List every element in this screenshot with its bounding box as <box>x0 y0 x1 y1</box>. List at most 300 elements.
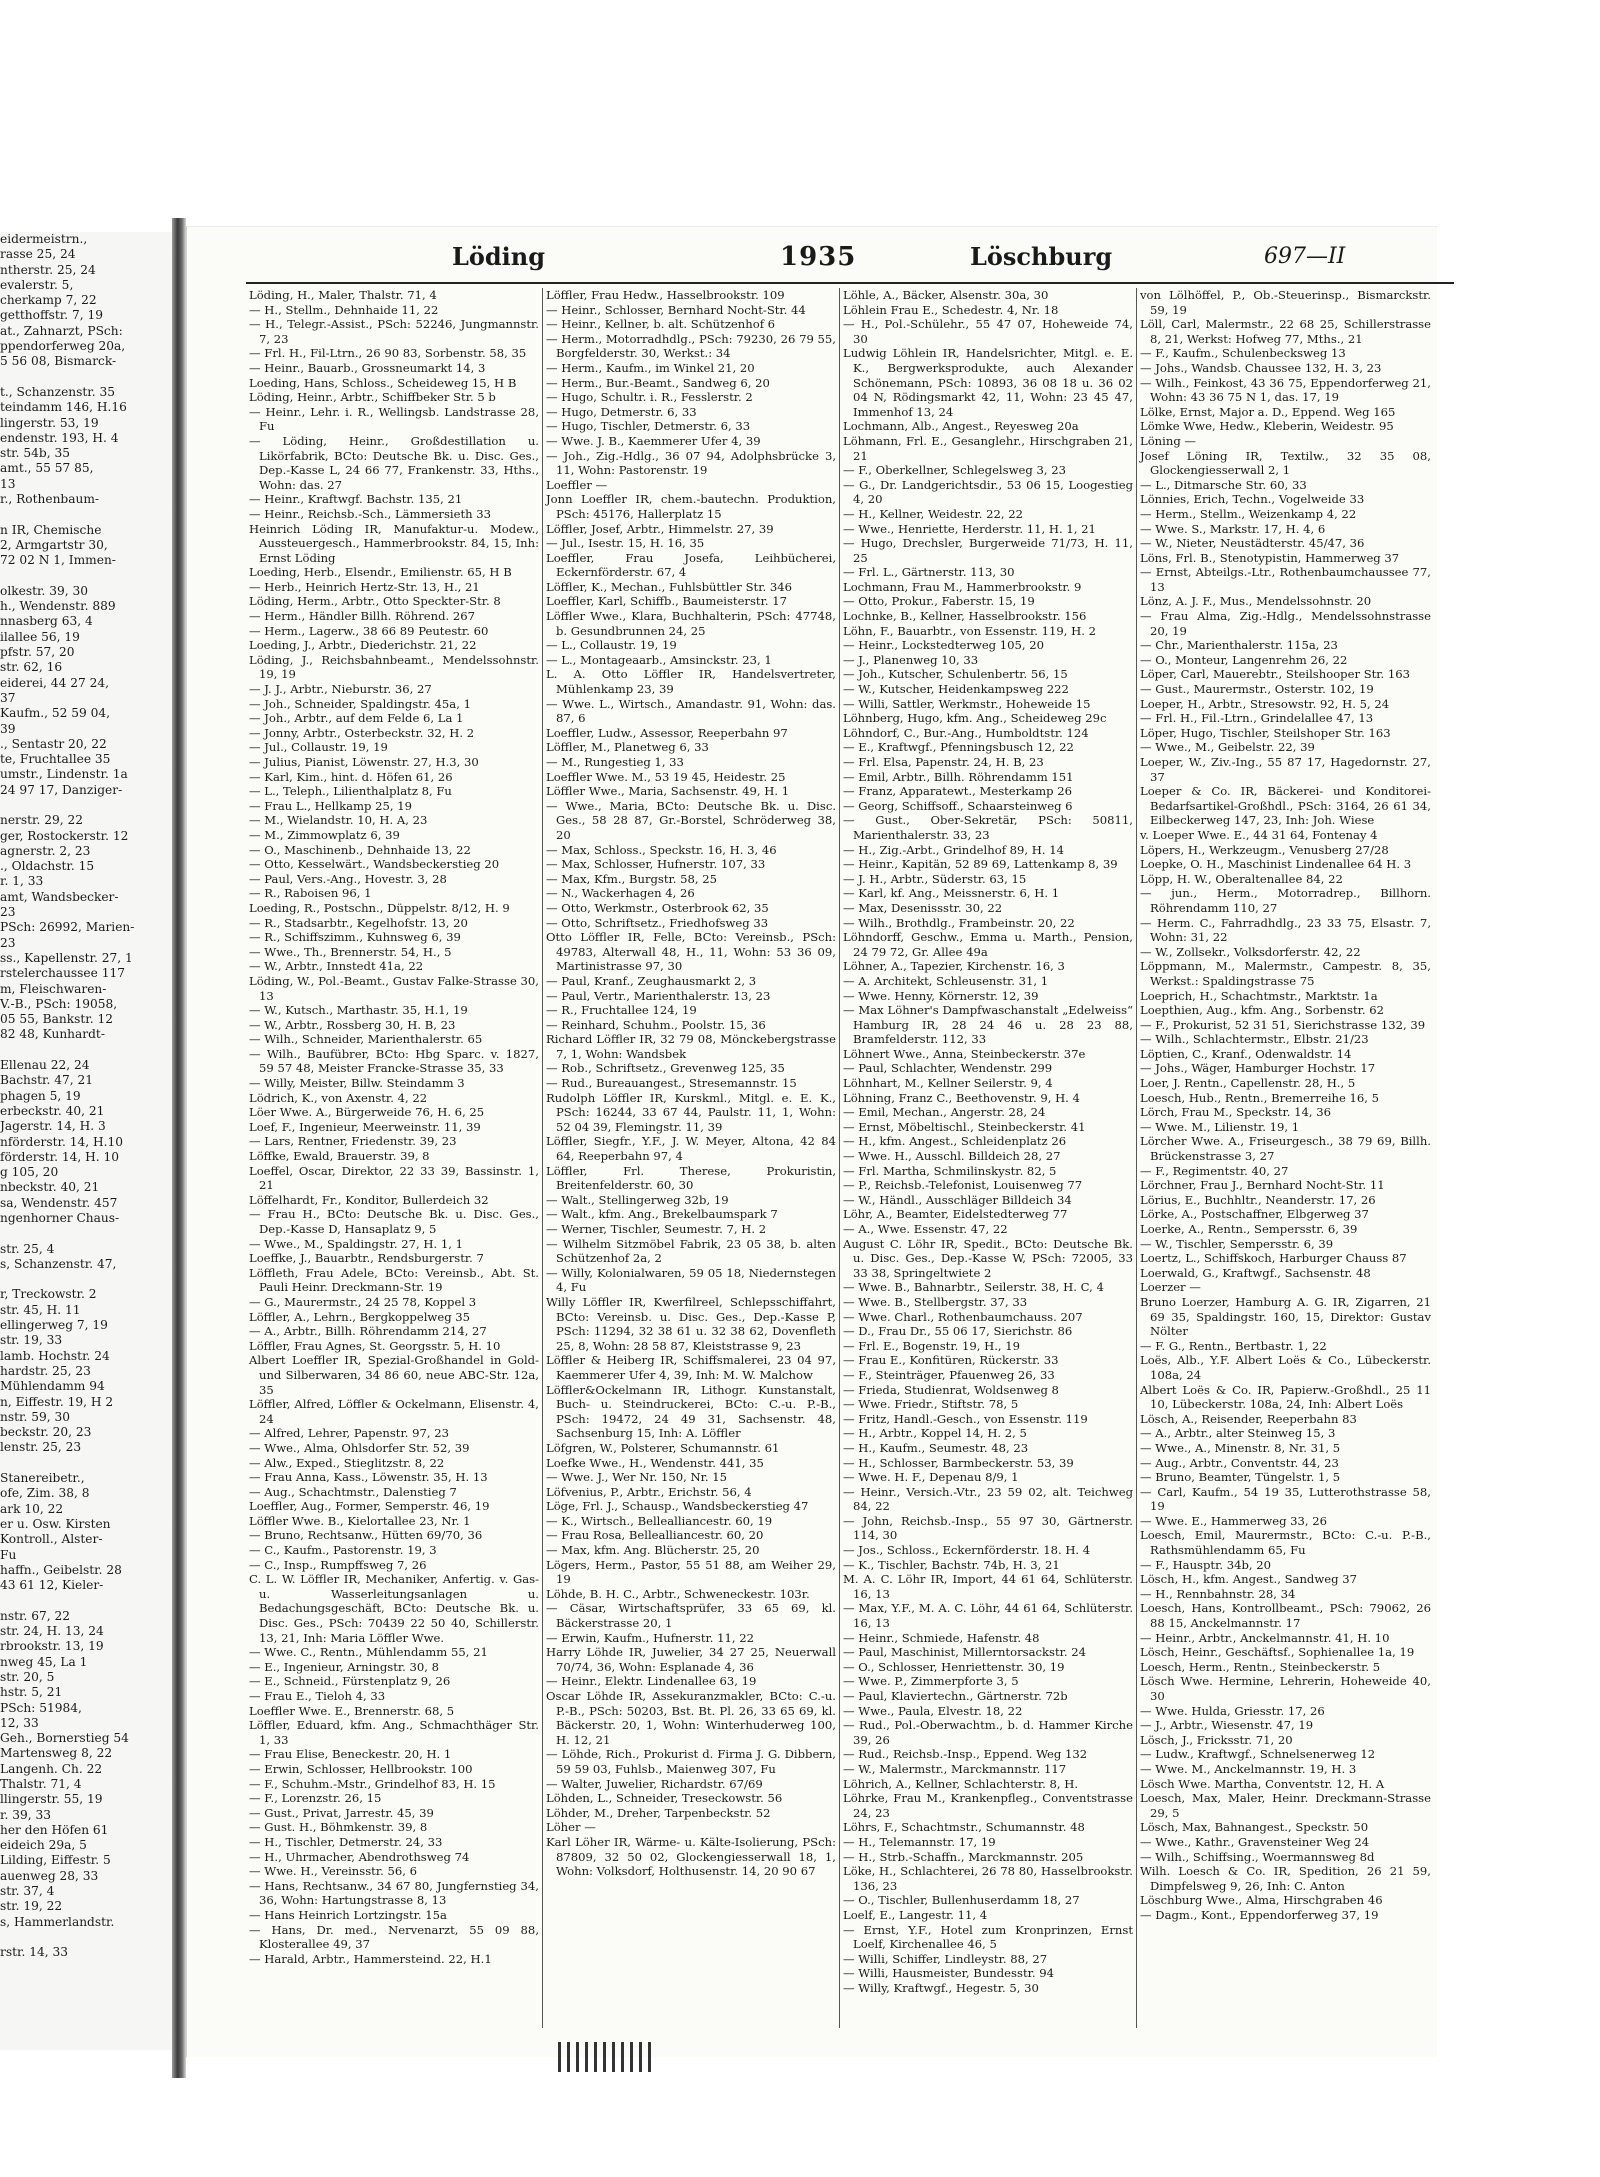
directory-entry: Löhner, A., Tapezier, Kirchenstr. 16, 3 <box>843 959 1065 974</box>
directory-entry: — Heinr., Arbtr., Anckelmannstr. 41, H. 10 <box>1140 1630 1390 1645</box>
directory-entry: Lögers, Herm., Pastor, 55 51 88, am Weiher 29, 19 <box>546 1557 836 1587</box>
directory-entry: — Wwe. H., Vereinsstr. 56, 6 <box>249 1864 417 1879</box>
directory-entry: — Wwe., Paula, Elvestr. 18, 22 <box>843 1703 1023 1718</box>
prev-page-line <box>0 446 172 461</box>
directory-entry: Lörcher Wwe. A., Friseurgesch., 38 79 69, Billh. Brückenstrasse 3, 27 <box>1140 1134 1431 1164</box>
directory-entry: — Ernst, Abteilgs.-Ltr., Rothenbaumchaussee 77, 13 <box>1140 565 1431 594</box>
prev-page-line-text: ss., Kapellenstr. 27, 1 <box>0 950 133 965</box>
directory-entry: Loës, Alb., Y.F. Albert Loës & Co., Lübeckerstr. 108a, 24 <box>1140 1353 1431 1382</box>
directory-entry: — M., Wielandstr. 10, H. A, 23 <box>249 813 428 828</box>
prev-page-line-text: str. 25, 4 <box>0 1241 55 1256</box>
directory-entry: — Hugo, Drechsler, Burgerweide 71/73, H. 11, 25 <box>843 536 1133 565</box>
prev-page-line-text: eidermeistrn., <box>0 232 88 246</box>
directory-entry: Loefke Wwe., H., Wendenstr. 441, 35 <box>546 1455 764 1470</box>
prev-page-line-text: cherkamp 7, 22 <box>0 293 97 308</box>
directory-entry: — Erwin, Kaufm., Hufnerstr. 11, 22 <box>546 1630 754 1645</box>
prev-page-line <box>0 1471 172 1486</box>
directory-entry: L. A. Otto Löffler IR, Handelsvertreter, Mühlenkamp 23, 39 <box>546 667 836 697</box>
directory-entry: — Heinr., Versich.-Vtr., 23 59 02, alt. Teichweg 84, 22 <box>843 1484 1133 1514</box>
prev-page-line <box>0 1333 172 1348</box>
directory-entry: — H., Stellm., Dehnhaide 11, 22 <box>249 302 439 317</box>
directory-entry: — A., Arbtr., alter Steinweg 15, 3 <box>1140 1426 1336 1441</box>
directory-entry: — Julius, Pianist, Löwenstr. 27, H.3, 30 <box>249 755 479 769</box>
prev-page-line-text: 23 <box>0 935 16 950</box>
prev-page-line <box>0 982 172 997</box>
prev-page-line <box>0 385 172 400</box>
directory-entry: — Wilhelm Sitzmöbel Fabrik, 23 05 38, b. alten Schützenhof 2a, 2 <box>546 1236 836 1266</box>
directory-entry: — J. H., Arbtr., Süderstr. 63, 15 <box>843 871 1027 886</box>
directory-entry: — Carl, Kaufm., 54 19 35, Lutterothstrasse 58, 19 <box>1140 1484 1431 1514</box>
prev-page-line-text <box>0 1593 4 1607</box>
header-rule <box>246 282 1454 284</box>
directory-entry: — P., Reichsb.-Telefonist, Louisenweg 77 <box>843 1178 1083 1193</box>
directory-entry: — Frl. L., Gärtnerstr. 113, 30 <box>843 565 1015 580</box>
directory-entry: Loepke, O. H., Maschinist Lindenallee 64 H. 3 <box>1140 857 1412 872</box>
directory-entry: — Herm., Bur.-Beamt., Sandweg 6, 20 <box>546 375 770 390</box>
directory-entry: — A., Wwe. Essenstr. 47, 22 <box>843 1222 1008 1236</box>
directory-entry: — F., Schuhm.-Mstr., Grindelhof 83, H. 15 <box>249 1776 496 1791</box>
directory-entry: — Rob., Schriftsetz., Grevenweg 125, 35 <box>546 1061 785 1076</box>
directory-entry: — Frl. Martha, Schmilinskystr. 82, 5 <box>843 1163 1057 1178</box>
directory-entry: — L., Ditmarsche Str. 60, 33 <box>1140 477 1307 492</box>
prev-page-line <box>0 1318 172 1333</box>
directory-entry: — Frl. Elsa, Papenstr. 24, H. B, 23 <box>843 755 1044 769</box>
prev-page-line-text: ntherstr. 25, 24 <box>0 262 96 277</box>
prev-page-line <box>0 1058 172 1073</box>
directory-entry: Loeprich, H., Schachtmstr., Marktstr. 1a <box>1140 988 1378 1003</box>
prev-page-line <box>0 232 172 247</box>
directory-entry: Löding, W., Pol.-Beamt., Gustav Falke-Strasse 30, 13 <box>249 973 539 1003</box>
directory-entry: — H., Kellner, Weidestr. 22, 22 <box>843 506 1023 521</box>
prev-page-line <box>0 752 172 767</box>
directory-entry: — Erwin, Schlosser, Hellbrookstr. 100 <box>249 1761 473 1776</box>
prev-page-line <box>0 905 172 920</box>
directory-entry: — J. J., Arbtr., Nieburstr. 36, 27 <box>249 682 432 697</box>
prev-page-line-text: nnasberg 63, 4 <box>0 614 93 629</box>
prev-page-line <box>0 660 172 675</box>
directory-entry: von Lölhöffel, P., Ob.-Steuerinsp., Bismarckstr. 59, 19 <box>1140 288 1431 317</box>
directory-entry: — W., Händl., Ausschläger Billdeich 34 <box>843 1192 1072 1207</box>
directory-entry: — Wilh., Brothdlg., Frambeinstr. 20, 22 <box>843 915 1075 930</box>
directory-entry: — Löding, Heinr., Großdestillation u. Likörfabrik, BCto: Deutsche Bk. u. Disc. Ges., Dep.-Kasse L, 24 66 77, Frankenstr. 33, Hths., Wohn: das. 27 <box>249 433 539 492</box>
directory-entry: Löding, J., Reichsbahnbeamt., Mendelssohnstr. 19, 19 <box>249 652 539 682</box>
prev-page-line <box>0 874 172 889</box>
directory-entry: Löffleth, Frau Adele, BCto: Vereinsb., Abt. St. Pauli Heinr. Dreckmann-Str. 19 <box>249 1265 539 1295</box>
directory-entry: Karl Löher IR, Wärme- u. Kälte-Isolierung, PSch: 87809, 32 50 02, Glockengiesserwall 18, 1, Wohn: Volksdorf, Holthusenstr. 14, 20 90 67 <box>546 1834 836 1879</box>
directory-entry: — R., Raboisen 96, 1 <box>249 886 372 901</box>
prev-page-line-text: 37 <box>0 690 16 705</box>
prev-page-line-text: rasse 25, 24 <box>0 247 76 262</box>
directory-entry: — C., Insp., Rumpffsweg 7, 26 <box>249 1557 427 1572</box>
directory-entry: — jun., Herm., Motorradrep., Billhorn. Röhrendamm 110, 27 <box>1140 886 1431 915</box>
directory-entry: Loeffler, Karl, Schiffb., Baumeisterstr. 17 <box>546 594 787 609</box>
prev-page-line <box>0 1792 172 1807</box>
directory-entry: Löffler & Heiberg IR, Schiffsmalerei, 23 04 97, Kaemmerer Ufer 4, 39, Inh: M. W. Malchow <box>546 1353 836 1382</box>
directory-entry: — Wwe. H., Ausschl. Billdeich 28, 27 <box>843 1149 1061 1164</box>
prev-page-line <box>0 1242 172 1257</box>
prev-page-line <box>0 1012 172 1027</box>
header-first-name: Löding <box>452 242 546 271</box>
prev-page-line-text: getthoffstr. 7, 19 <box>0 308 104 323</box>
directory-entry: — K., Wirtsch., Bellealliancestr. 60, 19 <box>546 1513 773 1528</box>
directory-entry: Lösch Wwe. Hermine, Lehrerin, Hoheweide 40, 30 <box>1140 1674 1431 1703</box>
directory-entry: Loeper, W., Ziv.-Ing., 55 87 17, Hagedornstr. 27, 37 <box>1140 755 1431 784</box>
directory-entry: Lörius, E., Buchhltr., Neanderstr. 17, 26 <box>1140 1192 1376 1207</box>
directory-entry: — Heinr., Kapitän, 52 89 69, Lattenkamp 8, 39 <box>843 857 1118 872</box>
directory-entry: Loeffler, Ludw., Assessor, Reeperbahn 97 <box>546 725 788 740</box>
directory-entry: — Jonny, Arbtr., Osterbeckstr. 32, H. 2 <box>249 725 475 740</box>
prev-page-line <box>0 1089 172 1104</box>
prev-page-line-text <box>0 569 4 583</box>
prev-page-line <box>0 247 172 262</box>
directory-entry: Lösch Wwe. Martha, Conventstr. 12, H. A <box>1140 1776 1385 1791</box>
directory-entry: Löffler, A., Lehrn., Bergkoppelweg 35 <box>249 1309 471 1324</box>
prev-page-line-text: n IR, Chemische <box>0 522 102 537</box>
directory-entry: Löffler, Eduard, kfm. Ang., Schmachthäger Str. 1, 33 <box>249 1718 539 1747</box>
prev-page-line-text: hstr. 5, 21 <box>0 1685 63 1700</box>
directory-entry: — Wwe. Friedr., Stiftstr. 78, 5 <box>843 1397 1019 1412</box>
prev-page-line-text: er u. Osw. Kirsten <box>0 1516 111 1531</box>
directory-entry: Loertz, L., Schiffskoch, Harburger Chauss 87 <box>1140 1251 1407 1266</box>
directory-entry: — Hans Heinrich Lortzingstr. 15a <box>249 1907 447 1922</box>
prev-page-line-text: Stanereibetr., <box>0 1471 85 1486</box>
directory-entry: — Wwe. J. B., Kaemmerer Ufer 4, 39 <box>546 433 761 448</box>
prev-page-line <box>0 936 172 951</box>
directory-entry: Harry Löhde IR, Juwelier, 34 27 25, Neuerwall 70/74, 36, Wohn: Esplanade 4, 36 <box>546 1645 836 1674</box>
prev-page-line <box>0 584 172 599</box>
prev-page-line <box>0 431 172 446</box>
prev-page-line-text: ofe, Zim. 38, 8 <box>0 1486 90 1501</box>
directory-entry: August C. Löhr IR, Spedit., BCto: Deutsche Bk. u. Disc. Ges., Dep.-Kasse W, PSch: 72005, 33 33 38, Springeltwiete 2 <box>843 1236 1133 1280</box>
prev-page-line-text: Geh., Bornerstieg 54 <box>0 1731 129 1746</box>
directory-entry: Löffler, Frau Hedw., Hasselbrookstr. 109 <box>546 288 785 302</box>
directory-entry: — Paul, Vertr., Marienthalerstr. 13, 23 <box>546 988 771 1003</box>
prev-page-line-text: ppendorferweg 20a, <box>0 339 126 354</box>
directory-entry: — Emil, Arbtr., Billh. Röhrendamm 151 <box>843 769 1074 784</box>
directory-entry: — F., Regimentstr. 40, 27 <box>1140 1163 1289 1178</box>
directory-entry: — Herm., Stellm., Weizenkamp 4, 22 <box>1140 506 1357 521</box>
directory-entry: — H., Telegr.-Assist., PSch: 52246, Jungmannstr. 7, 23 <box>249 317 539 346</box>
directory-entry: — Max Löhner's Dampfwaschanstalt „Edelweiss“ Hamburg IR, 28 24 46 u. 28 23 88, Bramfelderstr. 112, 33 <box>843 1003 1133 1047</box>
prev-page-line <box>0 1073 172 1088</box>
directory-entry: — Herm., Kaufm., im Winkel 21, 20 <box>546 360 755 375</box>
directory-entry: Löhr, A., Beamter, Eidelstedterweg 77 <box>843 1207 1068 1222</box>
directory-entry: — Hans, Rechtsanw., 34 67 80, Jungfernstieg 34, 36, Wohn: Hartungstrasse 8, 13 <box>249 1878 539 1908</box>
prev-page-line-text: ger, Rostockerstr. 12 <box>0 828 129 843</box>
directory-entry: — H., Kaufm., Seumestr. 48, 23 <box>843 1440 1029 1455</box>
directory-entry: Löffler Wwe., Klara, Buchhalterin, PSch: 47748, b. Gesundbrunnen 24, 25 <box>546 609 836 638</box>
directory-entry: — O., Schlosser, Henriettenstr. 30, 19 <box>843 1659 1065 1674</box>
directory-entry: Lömke Wwe, Hedw., Kleberin, Weidestr. 95 <box>1140 419 1394 434</box>
prev-page-line <box>0 569 172 584</box>
directory-entry: — Wwe., Henriette, Herderstr. 11, H. 1, 21 <box>843 521 1096 536</box>
directory-entry: — Wwe., Alma, Ohlsdorfer Str. 52, 39 <box>249 1440 470 1455</box>
prev-page-line-text: str. 37, 4 <box>0 1884 55 1899</box>
directory-entry: Loerwald, G., Kraftwgf., Sachsenstr. 48 <box>1140 1265 1371 1280</box>
prev-page-line-text: str. 45, H. 11 <box>0 1302 81 1317</box>
prev-page-line-text: ellingerweg 7, 19 <box>0 1318 108 1333</box>
directory-entry: Löer Wwe. A., Bürgerweide 76, H. 6, 25 <box>249 1105 485 1120</box>
directory-entry: Löke, H., Schlachterei, 26 78 80, Hasselbrookstr. 136, 23 <box>843 1864 1133 1893</box>
directory-entry: Löschburg Wwe., Alma, Hirschgraben 46 <box>1140 1893 1383 1908</box>
directory-entry: v. Loeper Wwe. E., 44 31 64, Fontenay 4 <box>1140 827 1378 842</box>
prev-page-line-text: lamb. Hochstr. 24 <box>0 1348 110 1363</box>
directory-entry: — A., Arbtr., Billh. Röhrendamm 214, 27 <box>249 1324 487 1339</box>
directory-entry: Löper, Hugo, Tischler, Steilshoper Str. 163 <box>1140 725 1391 740</box>
directory-entry: — Gust., Ober-Sekretär, PSch: 50811, Marienthalerstr. 33, 23 <box>843 813 1133 842</box>
directory-entry: Loeding, R., Postschn., Düppelstr. 8/12, H. 9 <box>249 900 510 915</box>
prev-page-line <box>0 1486 172 1501</box>
directory-entry: — Aug., Arbtr., Conventstr. 44, 23 <box>1140 1455 1339 1470</box>
directory-entry: — Herm., Lagerw., 38 66 89 Peutestr. 60 <box>249 623 489 638</box>
directory-entry: — Joh., Schneider, Spaldingstr. 45a, 1 <box>249 696 471 711</box>
directory-entry: — Wwe. L., Wirtsch., Amandastr. 91, Wohn: das. 87, 6 <box>546 696 836 726</box>
directory-entry: — Herm. C., Fahrradhdlg., 23 33 75, Elsastr. 7, Wohn: 31, 22 <box>1140 915 1431 945</box>
directory-entry: — Otto, Werkmstr., Osterbrook 62, 35 <box>546 900 769 915</box>
directory-entry: Loer, J. Rentn., Capellenstr. 28, H., 5 <box>1140 1076 1356 1091</box>
directory-entry: — Heinr., Reichsb.-Sch., Lämmersieth 33 <box>249 506 492 521</box>
prev-page-line-text: amt., 55 57 85, <box>0 461 94 476</box>
directory-entry: — D., Frau Dr., 55 06 17, Sierichstr. 86 <box>843 1324 1073 1339</box>
directory-entry: — L., Teleph., Lilienthalplatz 8, Fu <box>249 784 452 799</box>
prev-page-line <box>0 370 172 385</box>
prev-page-line <box>0 1762 172 1777</box>
prev-page-line-text: ark 10, 22 <box>0 1501 64 1516</box>
directory-entry: — Wwe., Th., Brennerstr. 54, H., 5 <box>249 944 452 959</box>
directory-entry: — Wwe. E., Hammerweg 33, 26 <box>1140 1513 1328 1528</box>
directory-entry: — John, Reichsb.-Insp., 55 97 30, Gärtnerstr. 114, 30 <box>843 1513 1133 1543</box>
prev-page-line-text: Fu <box>0 1547 17 1562</box>
directory-entry: — Ernst, Y.F., Hotel zum Kronprinzen, Ernst Loelf, Kirchenallee 46, 5 <box>843 1922 1133 1952</box>
prev-page-line <box>0 1211 172 1226</box>
directory-entry: Löffler, Frl. Therese, Prokuristin, Breitenfelderstr. 60, 30 <box>546 1163 836 1193</box>
directory-entry: — Willi, Schiffer, Lindleystr. 88, 27 <box>843 1951 1048 1966</box>
prev-page-line <box>0 1027 172 1042</box>
directory-entry: — Rud., Reichsb.-Insp., Eppend. Weg 132 <box>843 1747 1088 1762</box>
directory-entry: — Heinr., Lehr. i. R., Wellingsb. Landstrasse 28, Fu <box>249 404 539 434</box>
directory-entry: Otto Löffler IR, Felle, BCto: Vereinsb., PSch: 49783, Alterwall 48, H., 11, Wohn: 53 36 09, Martinistrasse 97, 30 <box>546 930 836 974</box>
prev-page-line <box>0 1731 172 1746</box>
directory-entry: — Johs., Wäger, Hamburger Hochstr. 17 <box>1140 1061 1376 1076</box>
prev-page-line <box>0 492 172 507</box>
prev-page-line-text: eideich 29a, 5 <box>0 1838 87 1853</box>
directory-entry: — Reinhard, Schuhm., Poolstr. 15, 36 <box>546 1017 766 1032</box>
directory-entry: — Frau E., Tieloh 4, 33 <box>249 1689 386 1703</box>
prev-page-line-text: g 105, 20 <box>0 1165 59 1180</box>
prev-page-line <box>0 1410 172 1425</box>
prev-page-line <box>0 1456 172 1471</box>
prev-page-line <box>0 339 172 354</box>
directory-entry: — Jul., Collaustr. 19, 19 <box>249 740 388 755</box>
prev-page-line-text: amt, Wandsbecker- <box>0 889 119 904</box>
directory-entry: — Frau Rosa, Bellealliancestr. 60, 20 <box>546 1528 764 1543</box>
directory-entry: — H., Uhrmacher, Abendrothsweg 74 <box>249 1849 470 1864</box>
directory-entry: — Otto, Prokur., Faberstr. 15, 19 <box>843 594 1035 609</box>
directory-entry: — W., Kutscher, Heidenkampsweg 222 <box>843 682 1069 697</box>
prev-page-line <box>0 1364 172 1379</box>
directory-entry: — Max, Kfm., Burgstr. 58, 25 <box>546 871 718 886</box>
column-1 <box>246 288 543 2028</box>
scan-edge-marks <box>246 2040 1446 2074</box>
prev-page-line-text: endenstr. 193, H. 4 <box>0 430 119 445</box>
prev-page-line-text: 39 <box>0 721 16 736</box>
prev-page-line <box>0 538 172 553</box>
directory-entry: Löhder, M., Dreher, Tarpenbeckstr. 52 <box>546 1805 771 1820</box>
directory-entry: Ludwig Löhlein IR, Handelsrichter, Mitgl. e. E. K., Bergwerksprodukte, auch Alexander Schönemann, PSch: 10893, 36 08 18 u. 36 02 04 N, Rödingsmarkt 42, 11, Wohn: 23 45 47, Immenhof 13, 24 <box>843 346 1133 419</box>
directory-entry: Lösch, Max, Bahnangest., Speckstr. 50 <box>1140 1820 1369 1835</box>
directory-entry: — H., kfm. Angest., Schleidenplatz 26 <box>843 1134 1067 1149</box>
prev-page-line <box>0 324 172 339</box>
directory-entry: — H., Schlosser, Barmbeckerstr. 53, 39 <box>843 1455 1074 1470</box>
prev-page-line <box>0 1884 172 1899</box>
prev-page-line <box>0 1272 172 1287</box>
directory-entry: — H., Arbtr., Koppel 14, H. 2, 5 <box>843 1426 1027 1441</box>
prev-page-line-text: Lilding, Eiffestr. 5 <box>0 1853 111 1868</box>
prev-page-line-text: 13 <box>0 476 16 491</box>
directory-entry: Albert Loeffler IR, Spezial-Großhandel in Gold- und Silberwaren, 34 86 60, neue ABC-Str. 12a, 35 <box>249 1353 539 1397</box>
directory-entry: — Joh., Arbtr., auf dem Felde 6, La 1 <box>249 711 464 726</box>
prev-page-line-text: V.-B., PSch: 19058, <box>0 996 118 1011</box>
directory-entry: — Wilh., Schiffsing., Woermannsweg 8d <box>1140 1849 1375 1864</box>
directory-entry: — Frau Elise, Beneckestr. 20, H. 1 <box>249 1747 452 1762</box>
directory-entry: Löptien, C., Kranf., Odenwaldstr. 14 <box>1140 1046 1352 1061</box>
prev-page-line-text: str. 19, 22 <box>0 1899 63 1914</box>
directory-entry: Albert Loës & Co. IR, Papierw.-Großhdl., 25 11 10, Lübeckerstr. 108a, 24, Inh: Albert Loës <box>1140 1382 1431 1412</box>
prev-page-line <box>0 645 172 660</box>
directory-entry: Löhle, A., Bäcker, Alsenstr. 30a, 30 <box>843 288 1049 302</box>
prev-page-line-text: förderstr. 14, H. 10 <box>0 1149 120 1164</box>
directory-entry: — Willi, Hausmeister, Bundesstr. 94 <box>843 1966 1054 1981</box>
directory-entry: Bruno Loerzer, Hamburg A. G. IR, Zigarren, 21 69 35, Spaldingstr. 160, 15, Direktor: Gustav Nölter <box>1140 1294 1431 1339</box>
directory-entry: Löding, Heinr., Arbtr., Schiffbeker Str. 5 b <box>249 390 496 405</box>
prev-page-line-text: Thalstr. 71, 4 <box>0 1776 82 1791</box>
prev-page-line <box>0 354 172 369</box>
directory-entry: Löhn, F., Bauarbtr., von Essenstr. 119, H. 2 <box>843 623 1097 638</box>
directory-entry: Lölke, Ernst, Major a. D., Eppend. Weg 165 <box>1140 404 1396 419</box>
directory-entry: Lönz, A. J. F., Mus., Mendelssohnstr. 20 <box>1140 594 1372 609</box>
prev-page-line <box>0 1502 172 1517</box>
directory-entry: Löfgren, W., Polsterer, Schumannstr. 61 <box>546 1440 780 1455</box>
prev-page-line-text <box>0 798 4 812</box>
directory-entry: Loef, F., Ingenieur, Meerweinstr. 11, 39 <box>249 1119 481 1134</box>
directory-entry: — Harald, Arbtr., Hammersteind. 22, H.1 <box>249 1951 492 1966</box>
prev-page-line-text: lingerstr. 53, 19 <box>0 415 99 430</box>
directory-entry: — Wwe., M., Spaldingstr. 27, H. 1, 1 <box>249 1236 463 1251</box>
directory-entry: Löffler, M., Planetweg 6, 33 <box>546 740 709 755</box>
prev-page-line-text: 12, 33 <box>0 1715 39 1730</box>
directory-entry: — F., Kaufm., Schulenbecksweg 13 <box>1140 346 1346 361</box>
directory-entry: Löfvenius, P., Arbtr., Erichstr. 56, 4 <box>546 1484 752 1499</box>
directory-entry: — J., Planenweg 10, 33 <box>843 652 979 667</box>
directory-entry: Löhndorf, C., Bur.-Ang., Humboldtstr. 124 <box>843 725 1089 740</box>
directory-entry: — L., Montageaarb., Amsinckstr. 23, 1 <box>546 652 772 667</box>
directory-entry: — O., Tischler, Bullenhuserdamm 18, 27 <box>843 1893 1080 1908</box>
header-year: 1935 <box>780 242 857 272</box>
directory-columns <box>246 288 1456 2028</box>
directory-entry: Löding, Herm., Arbtr., Otto Speckter-Str. 8 <box>249 594 501 609</box>
prev-page-line <box>0 813 172 828</box>
prev-page-line-text <box>0 1226 4 1240</box>
directory-entry: Loeffler, Aug., Former, Semperstr. 46, 19 <box>249 1499 490 1514</box>
directory-entry: Löns, Frl. B., Stenotypistin, Hammerweg 37 <box>1140 550 1400 565</box>
directory-entry: — Walt., kfm. Ang., Brekelbaumspark 7 <box>546 1207 778 1222</box>
prev-page-line-text: 24 97 17, Danziger- <box>0 782 123 797</box>
directory-entry: Lösch, Heinr., Geschäftsf., Sophienallee 1a, 19 <box>1140 1645 1415 1660</box>
prev-page-line-text: str. 20, 5 <box>0 1669 55 1684</box>
prev-page-line-text: nstr. 59, 30 <box>0 1409 70 1424</box>
directory-entry: — Alw., Exped., Stieglitzstr. 8, 22 <box>249 1455 445 1470</box>
prev-page-line-text: Jagerstr. 14, H. 3 <box>0 1119 106 1134</box>
prev-page-line-text: str. 19, 33 <box>0 1333 63 1348</box>
directory-entry: — Wwe. J., Wer Nr. 150, Nr. 15 <box>546 1470 728 1485</box>
column-3 <box>840 288 1137 2028</box>
directory-entry: Löppmann, M., Malermstr., Campestr. 8, 35, Werkst.: Spaldingstrasse 75 <box>1140 959 1431 988</box>
directory-entry: Lösch, A., Reisender, Reeperbahn 83 <box>1140 1411 1357 1426</box>
directory-entry: Lochnke, B., Kellner, Hasselbrookstr. 156 <box>843 609 1087 624</box>
directory-entry: — Paul, Vers.-Ang., Hovestr. 3, 28 <box>249 871 447 886</box>
prev-page-line-text: r. 39, 33 <box>0 1807 51 1822</box>
directory-entry: — Chr., Marienthalerstr. 115a, 23 <box>1140 638 1338 653</box>
directory-entry: — Fritz, Handl.-Gesch., von Essenstr. 119 <box>843 1411 1088 1426</box>
directory-entry: Loesch, Hub., Rentn., Bremerreihe 16, 5 <box>1140 1090 1380 1105</box>
directory-entry: Lösch, J., Fricksstr. 71, 20 <box>1140 1732 1293 1747</box>
directory-entry: — F., Prokurist, 52 31 51, Sierichstrasse 132, 39 <box>1140 1017 1426 1032</box>
prev-page-line <box>0 1517 172 1532</box>
directory-entry: — H., Strb.-Schaffn., Marckmannstr. 205 <box>843 1849 1084 1864</box>
directory-entry: Loesch, Emil, Maurermstr., BCto: C.-u. P.-B., Rathsmühlendamm 65, Fu <box>1140 1528 1431 1558</box>
directory-entry: Löffler, Frau Agnes, St. Georgsstr. 5, H. 10 <box>249 1338 501 1353</box>
prev-page-line-text <box>0 507 4 521</box>
prev-page-line <box>0 553 172 568</box>
page-header <box>246 238 1446 270</box>
directory-entry: Wilh. Loesch & Co. IR, Spedition, 26 21 59, Dimpfelsweg 9, 26, Inh: C. Anton <box>1140 1864 1431 1893</box>
prev-page-line <box>0 966 172 981</box>
directory-entry: — Ernst, Möbeltischl., Steinbeckerstr. 41 <box>843 1119 1086 1134</box>
directory-entry: — W., Zollsekr., Volksdorferstr. 42, 22 <box>1140 944 1361 959</box>
prev-page-line <box>0 859 172 874</box>
prev-page-line-text <box>0 370 4 384</box>
prev-page-line-text: PSch: 51984, <box>0 1700 82 1715</box>
directory-entry: Löffelhardt, Fr., Konditor, Bullerdeich 32 <box>249 1192 489 1207</box>
prev-page-line <box>0 1440 172 1455</box>
directory-entry: — Jul., Isestr. 15, H. 16, 35 <box>546 536 705 551</box>
directory-entry: Loeper & Co. IR, Bäckerei- und Konditorei-Bedarfsartikel-Großhdl., PSch: 3164, 26 61 34, Eilbeckerweg 147, 23, Inh: Joh. Wiese <box>1140 784 1431 828</box>
directory-entry: — E., Ingenieur, Arningstr. 30, 8 <box>249 1659 439 1674</box>
directory-entry: Loeffke, J., Bauarbtr., Rendsburgerstr. 7 <box>249 1251 484 1266</box>
prev-page-line-text: rbrookstr. 13, 19 <box>0 1639 104 1654</box>
directory-entry: Loeffler — <box>546 477 608 492</box>
prev-page-line <box>0 1135 172 1150</box>
prev-page-line <box>0 1746 172 1761</box>
directory-entry: Löher — <box>546 1820 596 1835</box>
directory-entry: — Karl, kf. Ang., Meissnerstr. 6, H. 1 <box>843 886 1060 901</box>
directory-entry: — H., Pol.-Schülehr., 55 47 07, Hoheweide 74, 30 <box>843 317 1133 346</box>
prev-page-line-text: beckstr. 20, 23 <box>0 1425 92 1440</box>
directory-entry: — J., Arbtr., Wiesenstr. 47, 19 <box>1140 1718 1314 1733</box>
directory-entry: Löhrke, Frau M., Krankenpfleg., Conventstrasse 24, 23 <box>843 1791 1133 1820</box>
directory-entry: — M., Zimmowplatz 6, 39 <box>249 827 400 842</box>
directory-entry: — Emil, Mechan., Angerstr. 28, 24 <box>843 1105 1046 1120</box>
directory-entry: — Rud., Bureauangest., Stresemannstr. 15 <box>546 1076 797 1091</box>
prev-page-line <box>0 1930 172 1945</box>
directory-entry: Löffler, Alfred, Löffler & Ockelmann, Elisenstr. 4, 24 <box>249 1397 539 1426</box>
directory-entry: — Heinr., Bauarb., Grossneumarkt 14, 3 <box>249 360 486 375</box>
directory-entry: Loeffler Wwe. E., Brennerstr. 68, 5 <box>249 1703 455 1718</box>
directory-entry: Loeffel, Oscar, Direktor, 22 33 39, Bassinstr. 1, 21 <box>249 1163 539 1193</box>
directory-entry: — Herm., Händler Billh. Röhrend. 267 <box>249 609 475 624</box>
prev-page-line <box>0 1425 172 1440</box>
directory-entry: — Löhde, Rich., Prokurist d. Firma J. G. Dibbern, 59 59 03, Fuhlsb., Maienweg 307, Fu <box>546 1747 836 1776</box>
